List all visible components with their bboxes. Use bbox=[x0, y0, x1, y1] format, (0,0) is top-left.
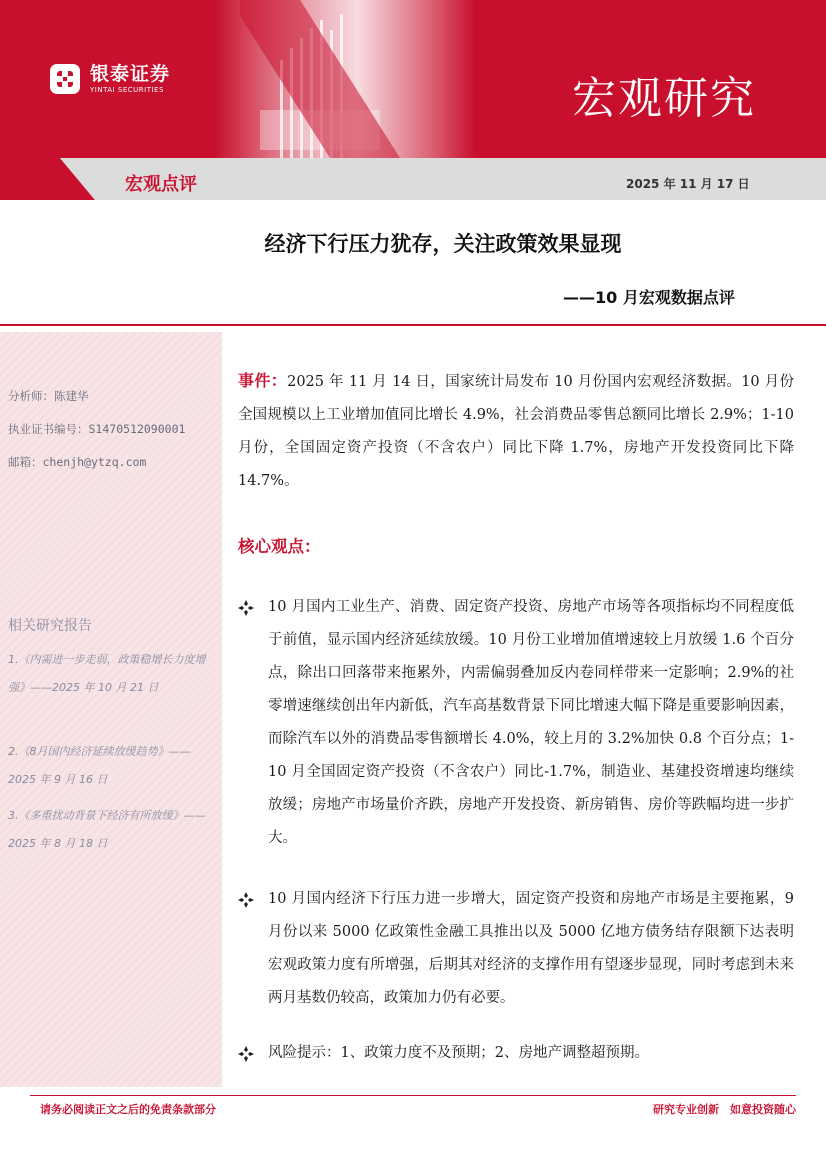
report-category: 宏观点评 bbox=[125, 174, 197, 195]
event-label: 事件： bbox=[238, 371, 288, 390]
related-reports-heading: 相关研究报告 bbox=[8, 618, 92, 634]
logo-name-cn: 银泰证券 bbox=[90, 63, 171, 85]
core-view-item bbox=[238, 1037, 794, 1070]
footer-disclaimer-note: 请务必阅读正文之后的免责条款部分 bbox=[40, 1103, 216, 1116]
brand-logo bbox=[48, 62, 170, 96]
core-view-item bbox=[238, 883, 794, 1015]
risk-warning-text: 风险提示：1、政策力度不及预期；2、房地产调整超预期。 bbox=[268, 1045, 649, 1061]
related-report-item[interactable]: 1.《内需进一步走弱，政策稳增长力度增强》——2025 年 10 月 21 日 bbox=[8, 653, 206, 694]
footer-slogan: 研究专业创新 如意投资随心 bbox=[653, 1103, 796, 1116]
banner-chart-graphic bbox=[240, 0, 470, 158]
analyst-name: 分析师：陈建华 bbox=[8, 389, 89, 403]
analyst-email[interactable]: 邮箱：chenjh@ytzq.com bbox=[8, 455, 147, 469]
footer-divider bbox=[30, 1095, 796, 1096]
related-report-item[interactable]: 2.《8月国内经济延续放缓趋势》——2025 年 9 月 16 日 bbox=[8, 745, 191, 786]
banner-title: 宏观研究 bbox=[572, 73, 756, 124]
diamond-bullet-icon bbox=[238, 1046, 254, 1062]
sidebar bbox=[0, 332, 222, 1087]
report-subtitle: ——10 月宏观数据点评 bbox=[563, 288, 735, 307]
related-report-item[interactable]: 3.《多重扰动背景下经济有所放缓》——2025 年 8 月 18 日 bbox=[8, 809, 206, 850]
analyst-cert: 执业证书编号：S1470512090001 bbox=[8, 422, 186, 436]
report-date: 2025 年 11 月 17 日 bbox=[626, 177, 750, 191]
event-paragraph bbox=[238, 364, 794, 498]
core-view-text: 10 月国内经济下行压力进一步增大，固定资产投资和房地产市场是主要拖累，9 月份以来 5000 亿政策性金融工具推出以及 5000 亿地方债务结存限额下达表明宏观政策力度有所增强，后期其对经济的支撑作用有望逐步显现，同时考虑到未来两月基数仍较高，政策加力仍有必要。 bbox=[268, 891, 794, 1006]
core-view-item bbox=[238, 591, 794, 855]
logo-icon bbox=[48, 62, 82, 96]
title-divider bbox=[0, 324, 826, 326]
core-views-heading: 核心观点： bbox=[238, 537, 321, 556]
event-text: 2025 年 11 月 14 日，国家统计局发布 10 月份国内宏观经济数据。10 月份全国规模以上工业增加值同比增长 4.9%，社会消费品零售总额同比增长 2.9%；1-10 月份，全国固定资产投资（不含农户）同比下降 1.7%，房地产开发投资同比下降 14.7%。 bbox=[238, 374, 794, 489]
logo-name-en: YINTAI SECURITIES bbox=[90, 86, 164, 94]
diamond-bullet-icon bbox=[238, 892, 254, 908]
header-banner bbox=[0, 0, 826, 158]
core-view-text: 10 月国内工业生产、消费、固定资产投资、房地产市场等各项指标均不同程度低于前值，显示国内经济延续放缓。10 月份工业增加值增速较上月放缓 1.6 个百分点，除出口回落带来拖累外，内需偏弱叠加反内卷同样带来一定影响；2.9%的社零增速继续创出年内新低，汽车高基数背景下同比增速大幅下降是重要影响因素，而除汽车以外的消费品零售额增长 4.0%，较上月的 3.2%加快 0.8 个百分点；1-10 月全国固定资产投资（不含农户）同比-1.7%，制造业、基建投资增速均继续放缓；房地产市场量价齐跌，房地产开发投资、新房销售、房价等跌幅均进一步扩大。 bbox=[268, 599, 794, 846]
diamond-bullet-icon bbox=[238, 600, 254, 616]
report-title: 经济下行压力犹存，关注政策效果显现 bbox=[264, 232, 622, 256]
